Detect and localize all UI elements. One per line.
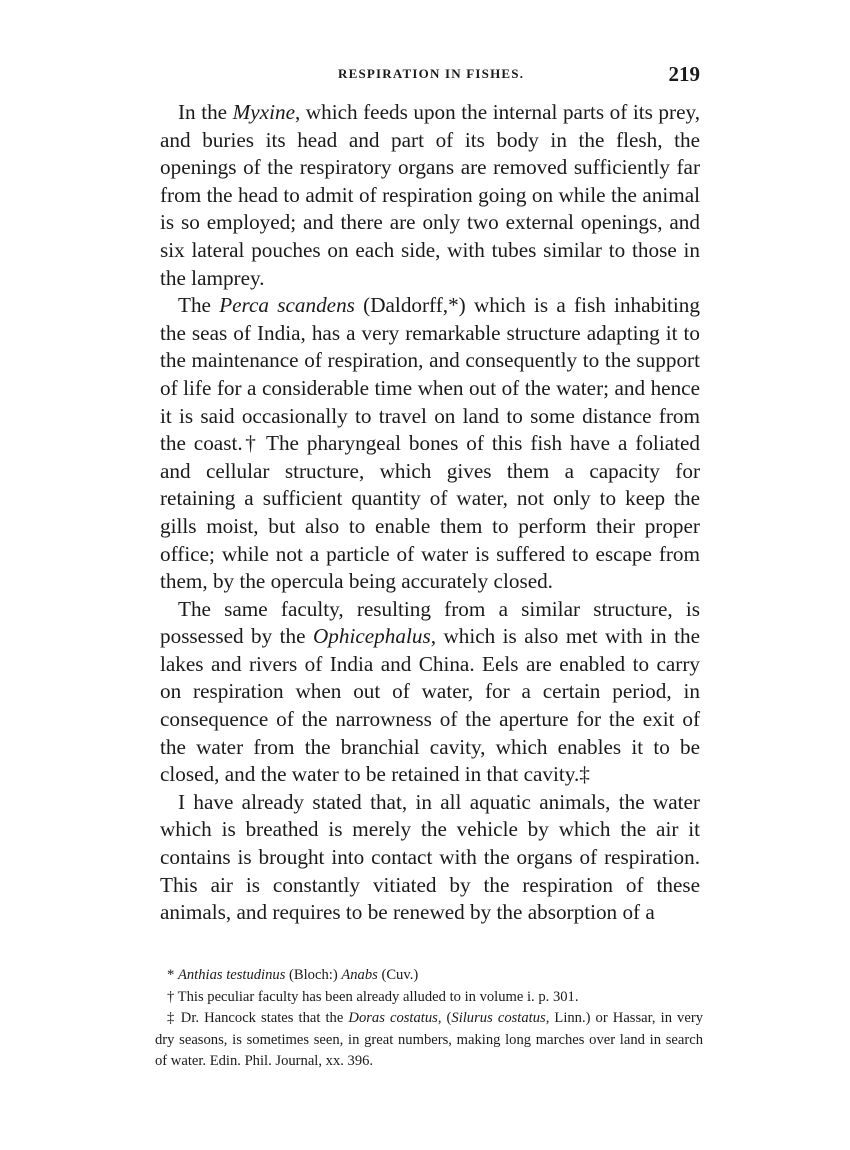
paragraph [160,99,700,292]
footnotes [155,965,703,1073]
text-run: In the [178,100,233,124]
page-header [160,62,700,90]
text-run: , Linn.) or Hassar, in very dry seasons, is sometimes seen, in great numbers, making long marches over land in search of water. Edin. Phil. Journal, xx. 396. [155,1010,703,1069]
paragraph [160,789,700,927]
italic-run: Myxine [232,100,295,124]
italic-run: Doras costatus [348,1010,438,1026]
italic-run: Anabs [341,967,378,983]
text-run: ‡ Dr. Hancock states that the [167,1010,349,1026]
text-run: * [167,967,178,983]
footnote [155,965,703,987]
text-run: The same faculty, resulting from a similar structure, is possessed by the [160,596,700,649]
text-run: , which feeds upon the internal parts of its prey, and buries its head and part of its body in the flesh, the openings of the respiratory organs are removed sufficiently far from the head to admit of respiration going on while the animal is so employed; and there are only two external openings, and six lateral pouches on each side, with tubes similar to those in the lamprey. [160,100,700,290]
page-number: 219 [668,62,700,86]
paragraph [160,292,700,596]
text-run: (Daldorff,*) which is a fish inhabiting the seas of India, has a very remarkable structure adapting it to the maintenance of respiration, and consequently to the support of life for a considerable time when out of the water; and hence it is said occasionally to travel on land to some distance from the coast.† The pharyngeal bones of this fish have a foliated and cellular structure, which gives them a capacity for retaining a sufficient quantity of water, not only to keep the gills moist, but also to enable them to perform their proper office; while not a particle of water is suffered to escape from them, by the opercula being accurately closed. [160,293,700,594]
text-run: , ( [437,1010,452,1026]
text-run: The [178,293,220,318]
footnote [155,987,703,1009]
text-run: (Bloch:) [285,967,342,983]
italic-run: Perca scandens [219,293,355,318]
italic-run: Anthias testudinus [177,967,286,983]
paragraph [160,596,700,789]
body-text [160,99,700,927]
italic-run: Silurus costatus [451,1010,546,1026]
text-run: I have already stated that, in all aquatic animals, the water which is breathed is merely the vehicle by which the air it contains is brought into contact with the organs of respiration. This air is constantly vitiated by the respiration of these animals, and requires to be renewed by the absorption of a [160,789,700,925]
footnote [155,1008,703,1073]
text-run: , which is also met with in the lakes and rivers of India and China. Eels are enabled to carry on respiration when out of water, for a certain period, in consequence of the narrowness of the aperture for the exit of the water from the branchial cavity, which enables it to be closed, and the water to be retained in that cavity.‡ [160,624,700,787]
italic-run: Ophicephalus [313,624,431,649]
text-run: (Cuv.) [377,967,419,983]
text-run: † This peculiar faculty has been already alluded to in volume i. p. 301. [167,988,579,1005]
running-title: RESPIRATION IN FISHES. [338,66,525,81]
